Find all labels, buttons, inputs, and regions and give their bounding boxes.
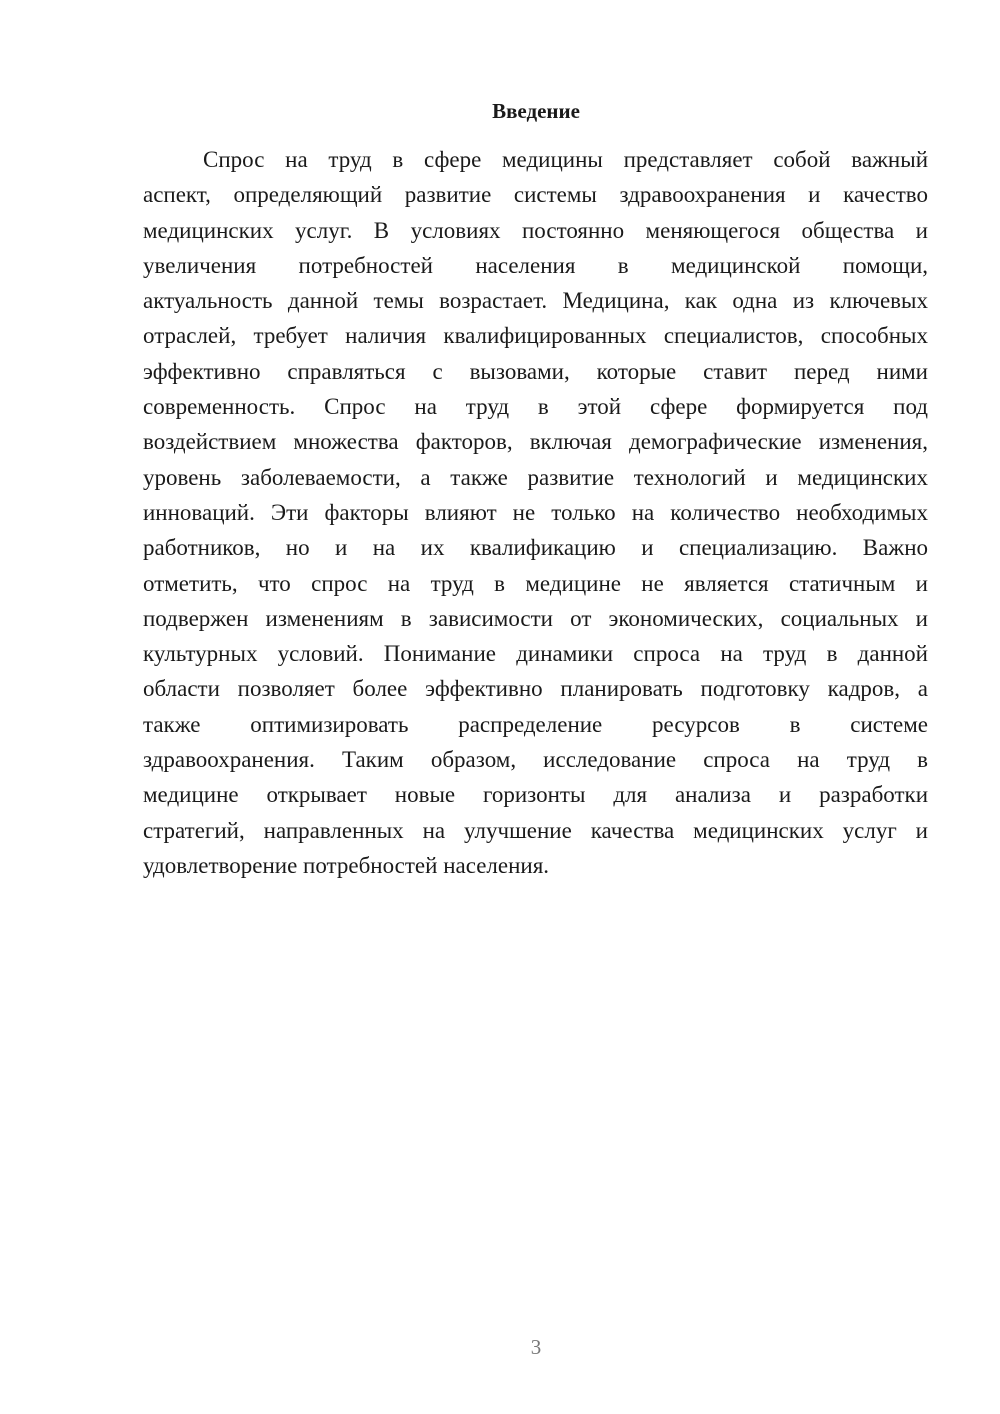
paragraph-line: области позволяет более эффективно планировать подготовку кадров, а	[143, 676, 928, 702]
paragraph-line: здравоохранения. Таким образом, исследование спроса на труд в	[143, 747, 928, 773]
paragraph-line: современность. Спрос на труд в этой сфере формируется под	[143, 394, 928, 420]
paragraph-line: также оптимизировать распределение ресурсов в системе	[143, 711, 928, 737]
page-title: Введение	[492, 99, 580, 123]
paragraph-line: работников, но и на их квалификацию и специализацию. Важно	[143, 535, 928, 561]
paragraph-line: актуальность данной темы возрастает. Медицина, как одна из ключевых	[143, 288, 928, 314]
page-number: 3	[530, 1335, 542, 1359]
paragraph-line: удовлетворение потребностей населения.	[143, 852, 550, 878]
paragraph-line: уровень заболеваемости, а также развитие технологий и медицинских	[143, 464, 928, 490]
paragraph-line: аспект, определяющий развитие системы здравоохранения и качество	[143, 182, 928, 208]
paragraph-line: медицине открывает новые горизонты для анализа и разработки	[143, 782, 928, 808]
paragraph-line: инноваций. Эти факторы влияют не только на количество необходимых	[143, 499, 928, 525]
paragraph-line: подвержен изменениям в зависимости от экономических, социальных и	[143, 605, 928, 631]
intro-paragraph	[143, 142, 928, 883]
paragraph-line: эффективно справляться с вызовами, которые ставит перед ними	[143, 358, 928, 384]
paragraph-line: Спрос на труд в сфере медицины представляет собой важный	[203, 147, 928, 172]
paragraph-line: культурных условий. Понимание динамики спроса на труд в данной	[143, 641, 928, 667]
paragraph-line: увеличения потребностей населения в медицинской помощи,	[143, 252, 928, 278]
paragraph-line: отраслей, требует наличия квалифицированных специалистов, способных	[143, 323, 928, 349]
paragraph-line: воздействием множества факторов, включая демографические изменения,	[143, 429, 928, 455]
paragraph-line: медицинских услуг. В условиях постоянно меняющегося общества и	[143, 217, 928, 243]
paragraph-line: стратегий, направленных на улучшение качества медицинских услуг и	[143, 817, 928, 843]
paragraph-line: отметить, что спрос на труд в медицине не является статичным и	[143, 570, 928, 596]
